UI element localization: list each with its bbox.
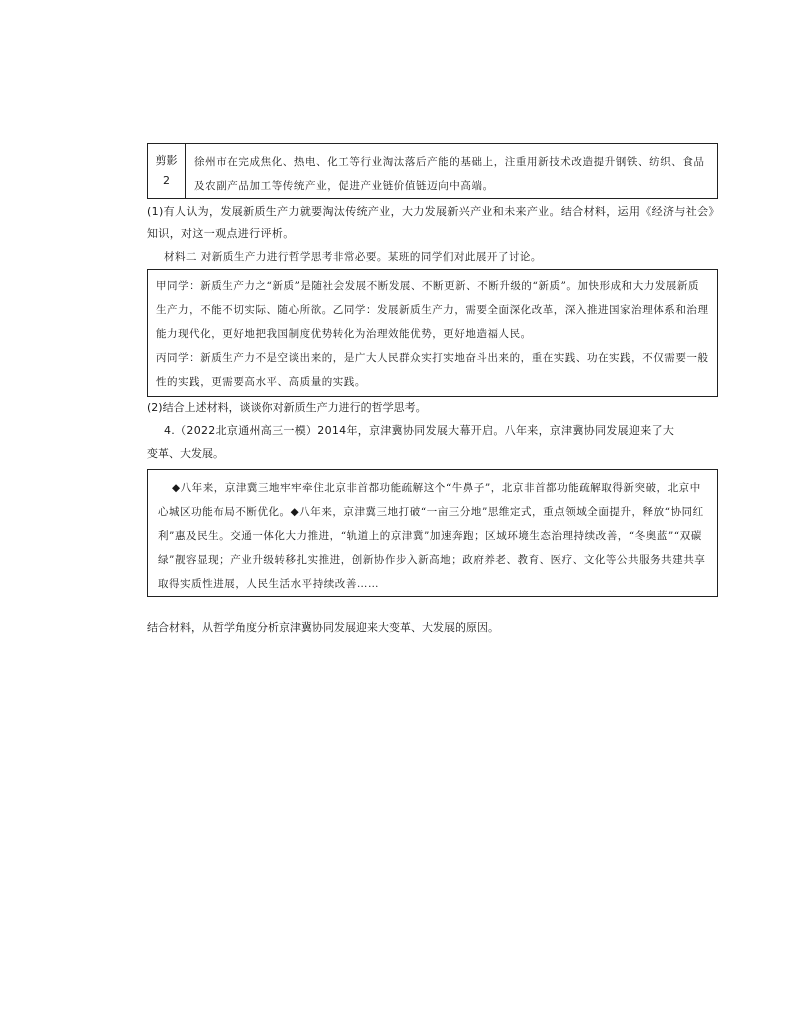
snapshot-label-line1: 剪影 [155, 154, 178, 167]
discussion-content [156, 274, 709, 394]
question-4-line2: 变革、大发展。 [147, 447, 224, 460]
discussion-part2: 丙同学：新质生产力不是空谈出来的，是广大人民群众实打实地奋斗出来的，重在实践、功在实践，不仅需要一般性的实践，更需要高水平、高质量的实践。 [156, 352, 709, 388]
question-4-line1: 4.（2022北京通州高三一模）2014年，京津冀协同发展大幕开启。八年来，京津冀协同发展迎来了大 [164, 424, 675, 437]
snapshot-table [147, 143, 718, 199]
beijing-material-box [147, 469, 718, 597]
beijing-material-content: ◆八年来，京津冀三地牢牢牵住北京非首都功能疏解这个“牛鼻子”，北京非首都功能疏解取得新突破，北京中心城区功能布局不断优化。◆八年来，京津冀三地打破“一亩三分地”思维定式，重点领域全面提升，释放“协同红利”惠及民生。交通一体化大力推进，“轨道上的京津冀”加速奔跑；区域环境生态治理持续改善，“冬奥蓝”“双碳绿”靓容显现；产业升级转移扎实推进，创新协作步入新高地；政府养老、教育、医疗、文化等公共服务共建共享取得实质性进展，人民生活水平持续改善…… [158, 482, 706, 590]
material-2-intro: 材料二 对新质生产力进行哲学思考非常必要。某班的同学们对此展开了讨论。 [164, 251, 542, 263]
snapshot-content: 徐州市在完成焦化、热电、化工等行业淘汰落后产能的基础上，注重用新技术改造提升钢铁、纺织、食品及农副产品加工等传统产业，促进产业链价值链迈向中高端。 [194, 156, 705, 192]
question-final: 结合材料，从哲学角度分析京津冀协同发展迎来大变革、大发展的原因。 [147, 621, 499, 634]
discussion-box [147, 269, 718, 397]
question-2: (2)结合上述材料，谈谈你对新质生产力进行的哲学思考。 [147, 401, 427, 414]
snapshot-label-line2: 2 [163, 174, 170, 187]
snapshot-label [148, 144, 186, 198]
discussion-part1: 甲同学：新质生产力之“新质”是随社会发展不断发展、不断更新、不断升级的“新质”。加快形成和大力发展新质生产力，不能不切实际、随心所欲。乙同学：发展新质生产力，需要全面深化改革，深入推进国家治理体系和治理能力现代化，更好地把我国制度优势转化为治理效能优势，更好地造福人民。 [156, 280, 709, 340]
question-1: (1)有人认为，发展新质生产力就要淘汰传统产业，大力发展新兴产业和未来产业。结合材料，运用《经济与社会》知识，对这一观点进行评析。 [147, 205, 715, 240]
